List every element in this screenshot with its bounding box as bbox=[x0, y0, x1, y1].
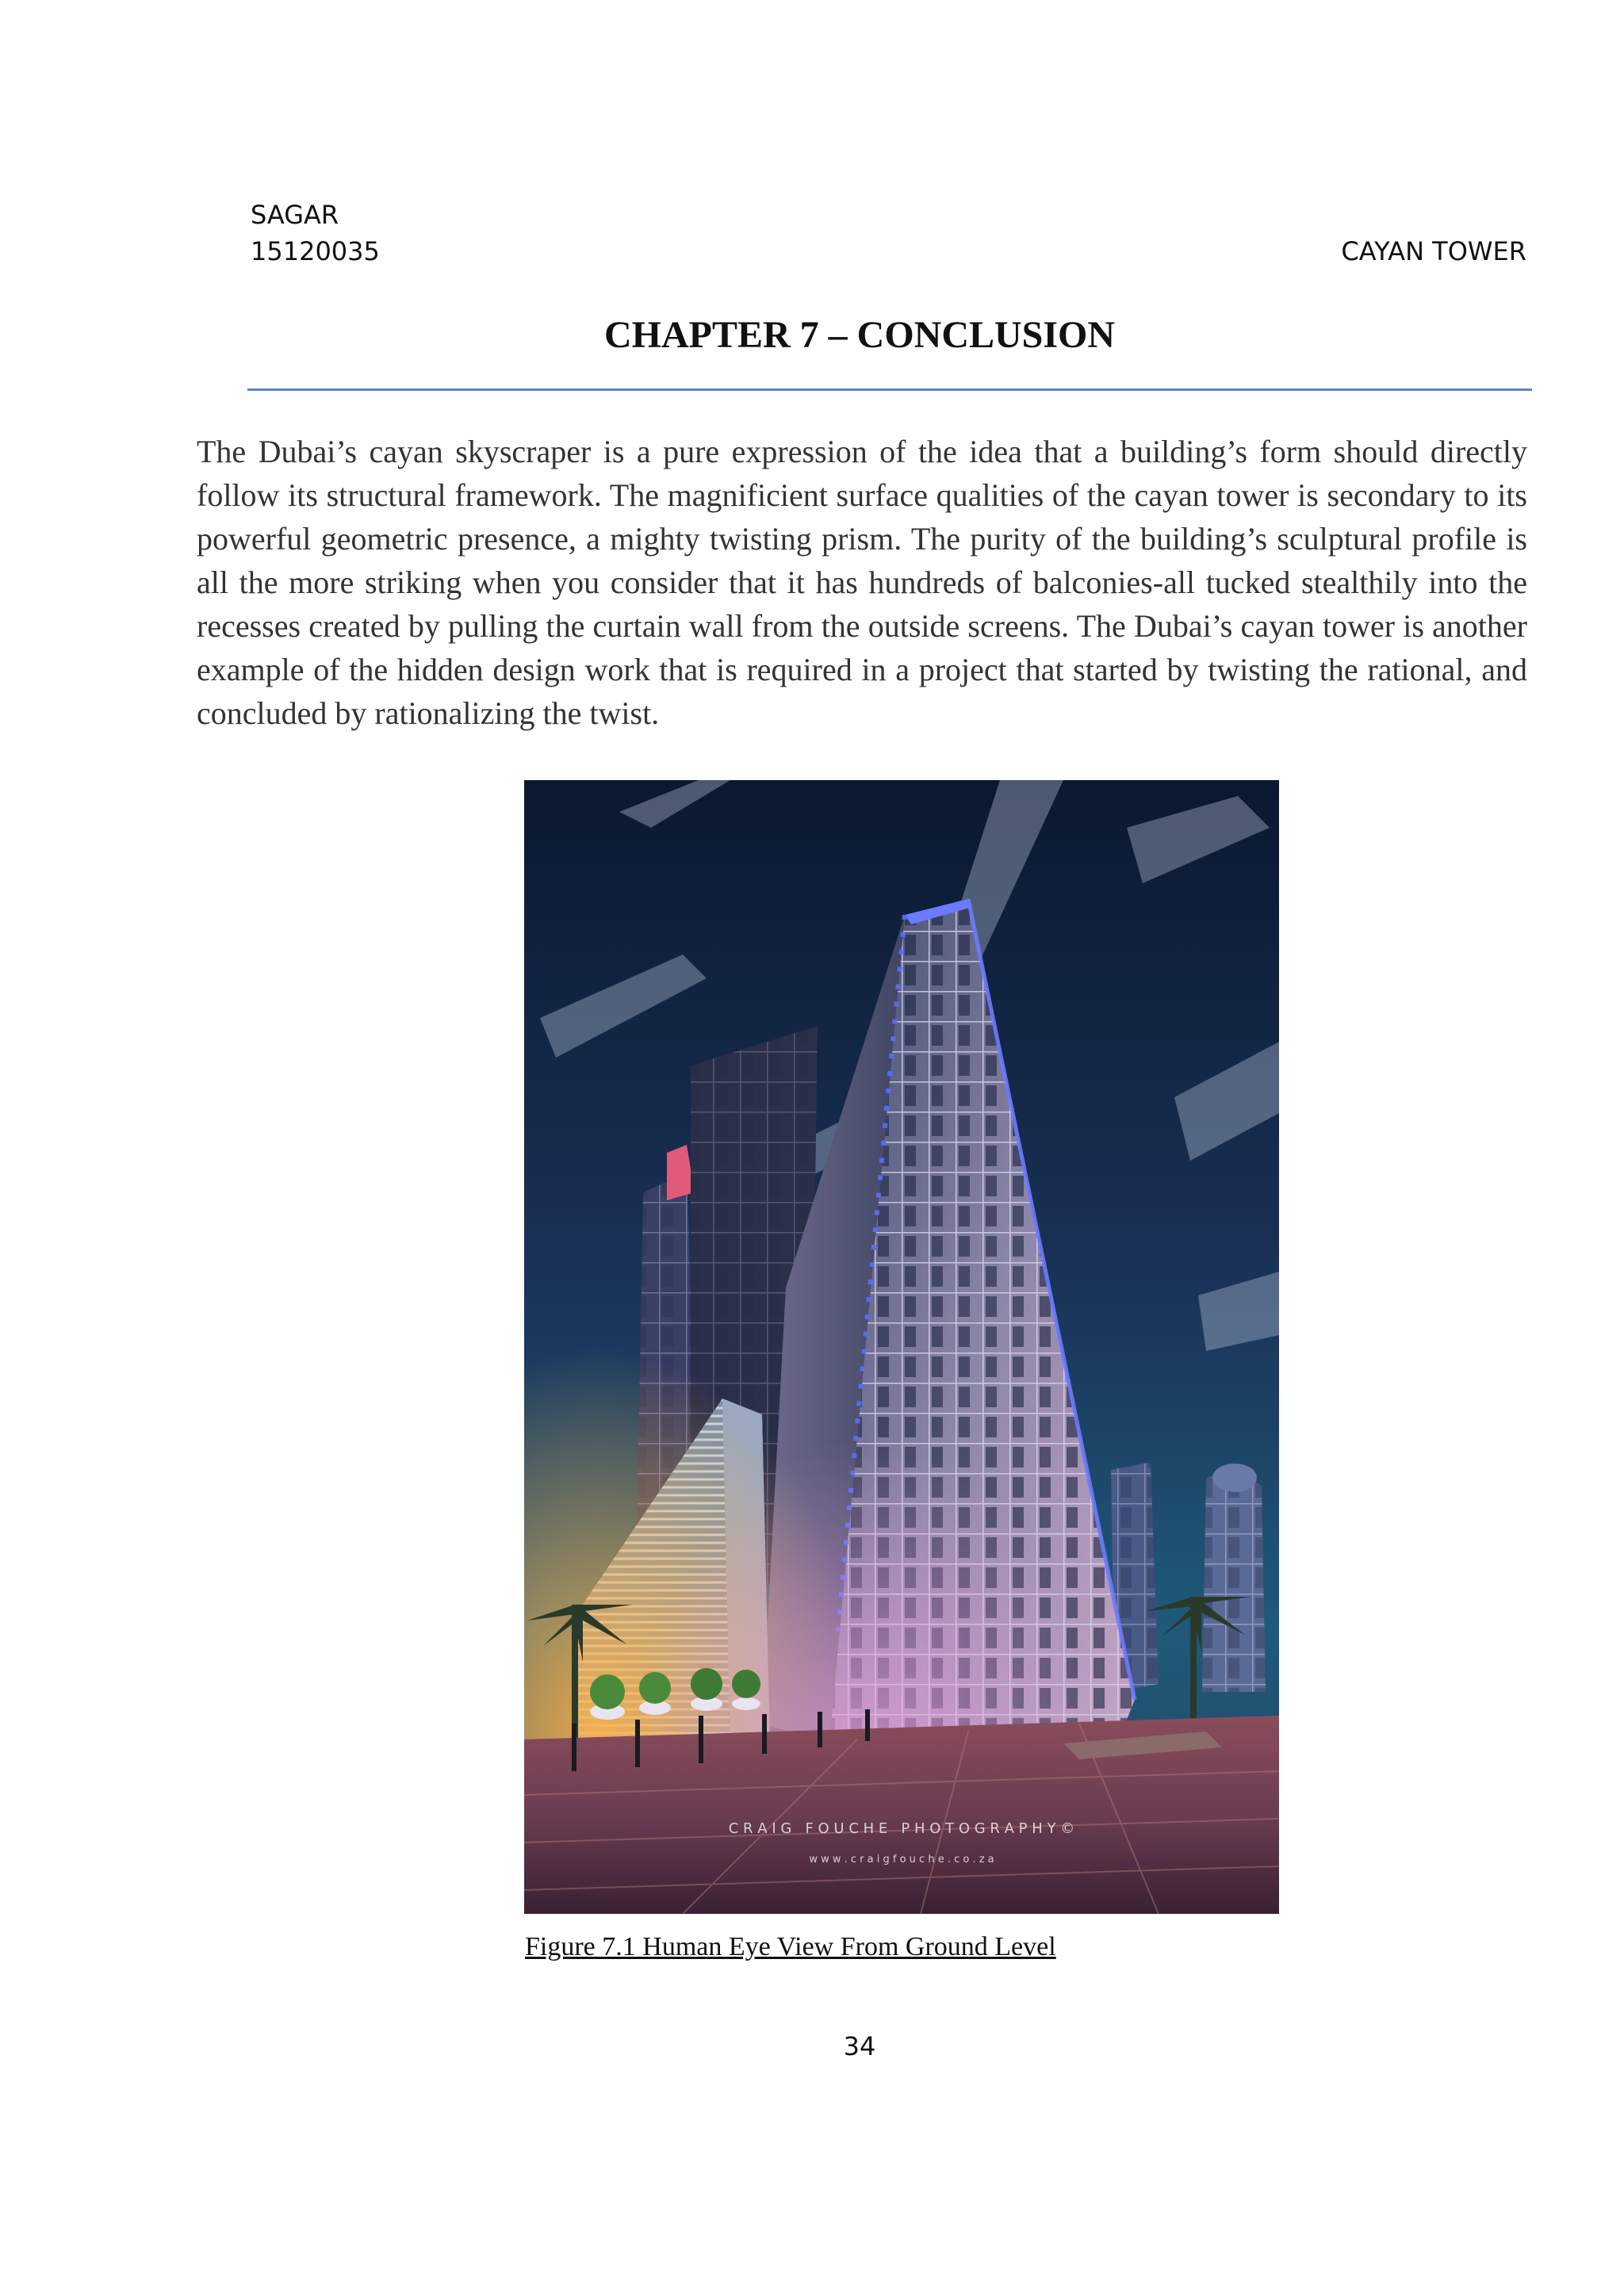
figure-caption: Figure 7.1 Human Eye View From Ground Level bbox=[525, 1932, 1056, 1961]
header-author: SAGAR bbox=[251, 200, 339, 230]
tower-photo-illustration bbox=[524, 780, 1279, 1914]
conclusion-paragraph: The Dubai’s cayan skyscraper is a pure expression of the idea that a building’s form should directly follow its structural framework. The magnificient surface qualities of the cayan tower is secondary to its powerful geometric presence, a mighty twisting prism. The purity of the building’s sculptural profile is all the more striking when you consider that it has hundreds of balconies-all tucked stealthily into the recesses created by pulling the curtain wall from the outside screens. The Dubai’s cayan tower is another example of the hidden design work that is required in a project that started by twisting the rational, and concluded by rationalizing the twist. bbox=[197, 434, 1527, 731]
photo-watermark bbox=[524, 1819, 1279, 1869]
watermark-url: w w w . c r a i g f o u c h e . c o . z a bbox=[809, 1854, 994, 1866]
tower-photo bbox=[524, 780, 1279, 1914]
watermark-photographer: C R A I G F O U C H E P H O T O G R A P H Y © bbox=[728, 1820, 1075, 1837]
page-number: 34 bbox=[843, 2031, 876, 2061]
chapter-title: CHAPTER 7 – CONCLUSION bbox=[603, 314, 1116, 356]
header-doc-title: CAYAN TOWER bbox=[1341, 236, 1526, 266]
title-divider bbox=[247, 388, 1532, 391]
header-student-id: 15120035 bbox=[251, 236, 380, 266]
